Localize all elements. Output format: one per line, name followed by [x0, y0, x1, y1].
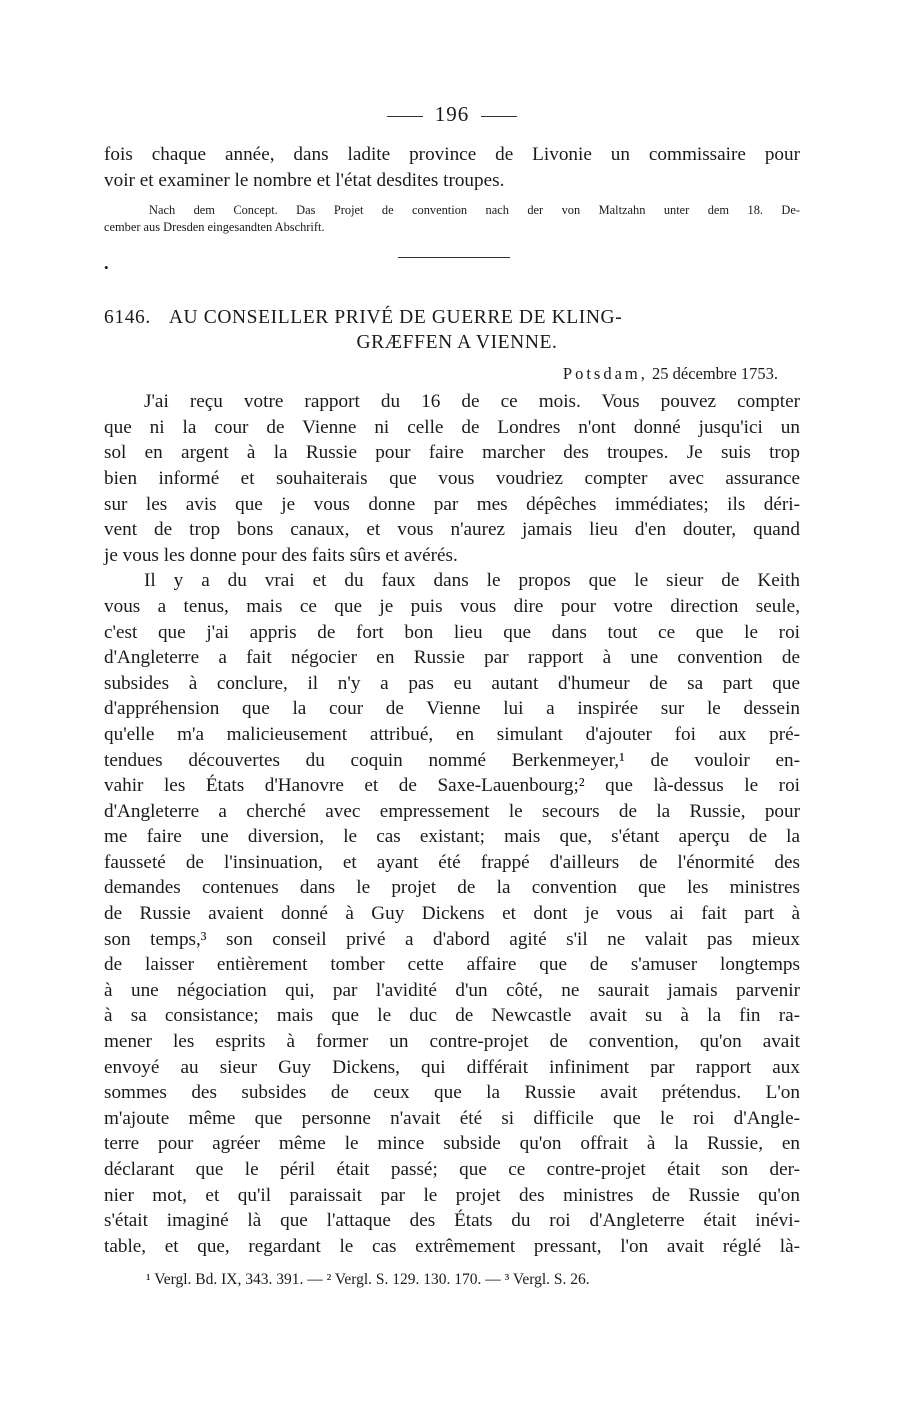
text-line: je vous les donne pour des faits sûrs et avérés.	[104, 544, 458, 566]
letter-heading	[104, 305, 800, 355]
text-line: fausseté de l'insinuation, et ayant été frappé d'ailleurs de l'énormité des	[104, 851, 800, 873]
text-line: fois chaque année, dans ladite province de Livonie un commissaire pour	[104, 144, 800, 165]
continuation-text	[104, 142, 800, 193]
text-line: m'ajoute même que personne n'avait été si difficile que le roi d'Angle-	[104, 1107, 800, 1129]
dateline-place: Potsdam,	[562, 364, 648, 384]
heading-title-2: GRÆFFEN A VIENNE.	[356, 332, 558, 354]
separator-rule	[398, 257, 510, 258]
text-line: que ni la cour de Vienne ni celle de Londres n'ont donné jusqu'ici un	[104, 416, 800, 438]
text-line: mener les esprits à former un contre-projet de convention, qu'on avait	[104, 1031, 800, 1053]
heading-line-1	[104, 305, 800, 330]
text-line: J'ai reçu votre rapport du 16 de ce mois. Vous pouvez compter	[144, 391, 800, 413]
text-line: sommes des subsides de ceux que la Russie avait prétendus. L'on	[104, 1082, 800, 1104]
document-page	[104, 96, 800, 1291]
text-line: qu'elle m'a malicieusement attribué, en simulant d'ajouter foi aux pré-	[104, 723, 800, 745]
footnotes: ¹ Vergl. Bd. IX, 343. 391. — ² Vergl. S. 129. 130. 170. — ³ Vergl. S. 26.	[146, 1271, 590, 1289]
text-line: terre pour agréer même le mince subside qu'on offrait à la Russie, en	[104, 1133, 800, 1155]
dateline	[104, 363, 800, 385]
text-line: de Russie avaient donné à Guy Dickens et dont je vous ai fait part à	[104, 903, 800, 925]
text-line: d'Angleterre a cherché avec empressement le secours de la Russie, pour	[104, 800, 800, 822]
source-note	[104, 202, 800, 235]
text-line: demandes contenues dans le projet de la convention que les ministres	[104, 877, 800, 899]
note-line: Nach dem Concept. Das Projet de convention nach der von Maltzahn unter dem 18. De-	[149, 203, 800, 218]
note-line: cember aus Dresden eingesandten Abschrift.	[104, 219, 325, 234]
text-line: à sa consistance; mais que le duc de Newcastle avait su à la fin ra-	[104, 1005, 800, 1027]
text-line: d'appréhension que la cour de Vienne lui a inspirée sur le dessein	[104, 698, 800, 720]
text-line: vahir les États d'Hanovre et de Saxe-Lauenbourg;² que là-dessus le roi	[104, 775, 800, 797]
page-number-text: 196	[434, 102, 470, 126]
text-line: bien informé et souhaiterais que vous voudriez compter avec assurance	[104, 467, 800, 489]
text-line: d'Angleterre a fait négocier en Russie par rapport à une convention de	[104, 647, 800, 669]
text-line: son temps,³ son conseil privé a d'abord agité s'il ne valait pas mieux	[104, 928, 800, 950]
page-number	[104, 96, 800, 132]
text-line: tendues découvertes du coquin nommé Berkenmeyer,¹ de vouloir en-	[104, 749, 800, 771]
dateline-date: 25 décembre 1753.	[652, 364, 778, 384]
paragraph-2	[104, 568, 800, 1259]
text-line: nier mot, et qu'il paraissait par le projet des ministres de Russie qu'on	[104, 1184, 800, 1206]
text-line: déclarant que le péril était passé; que ce contre-projet était son der-	[104, 1159, 800, 1180]
text-line: s'était imaginé là que l'attaque des États du roi d'Angleterre était inévi-	[104, 1210, 800, 1232]
text-line: table, et que, regardant le cas extrêmement pressant, l'on avait réglé là-	[104, 1235, 800, 1257]
paragraph-1	[104, 389, 800, 568]
text-line: vous a tenus, mais ce que je puis vous dire pour votre direction seule,	[104, 595, 800, 617]
text-line: de laisser entièrement tomber cette affaire que de s'amuser longtemps	[104, 954, 800, 976]
text-line: subsides à conclure, il n'y a pas eu autant d'humeur de sa part que	[104, 672, 800, 694]
section-separator	[104, 235, 800, 276]
heading-title-1: AU CONSEILLER PRIVÉ DE GUERRE DE KLING-	[168, 307, 623, 329]
letter-number: 6146.	[104, 307, 151, 329]
text-line: sur les avis que je vous donne par mes dépêches immédiates; ils déri-	[104, 493, 800, 515]
text-line: envoyé au sieur Guy Dickens, qui différait infiniment par rapport aux	[104, 1056, 800, 1078]
page-number-dash-right	[481, 116, 517, 117]
margin-dot: •	[104, 260, 109, 276]
text-line: à une négociation qui, par l'avidité d'un côté, ne saurait jamais parvenir	[104, 979, 800, 1001]
text-line: me faire une diversion, le cas existant; mais que, s'étant aperçu de la	[104, 826, 800, 848]
text-line: vent de trop bons canaux, et vous n'aurez jamais lieu d'en douter, quand	[104, 519, 800, 541]
text-line: sol en argent à la Russie pour faire marcher des troupes. Je suis trop	[104, 442, 800, 464]
text-line: Il y a du vrai et du faux dans le propos que le sieur de Keith	[144, 570, 800, 592]
text-line: voir et examiner le nombre et l'état desdites troupes.	[104, 169, 505, 191]
page-number-dash-left	[387, 116, 423, 117]
text-line: c'est que j'ai appris de fort bon lieu que dans tout ce que le roi	[104, 621, 800, 643]
